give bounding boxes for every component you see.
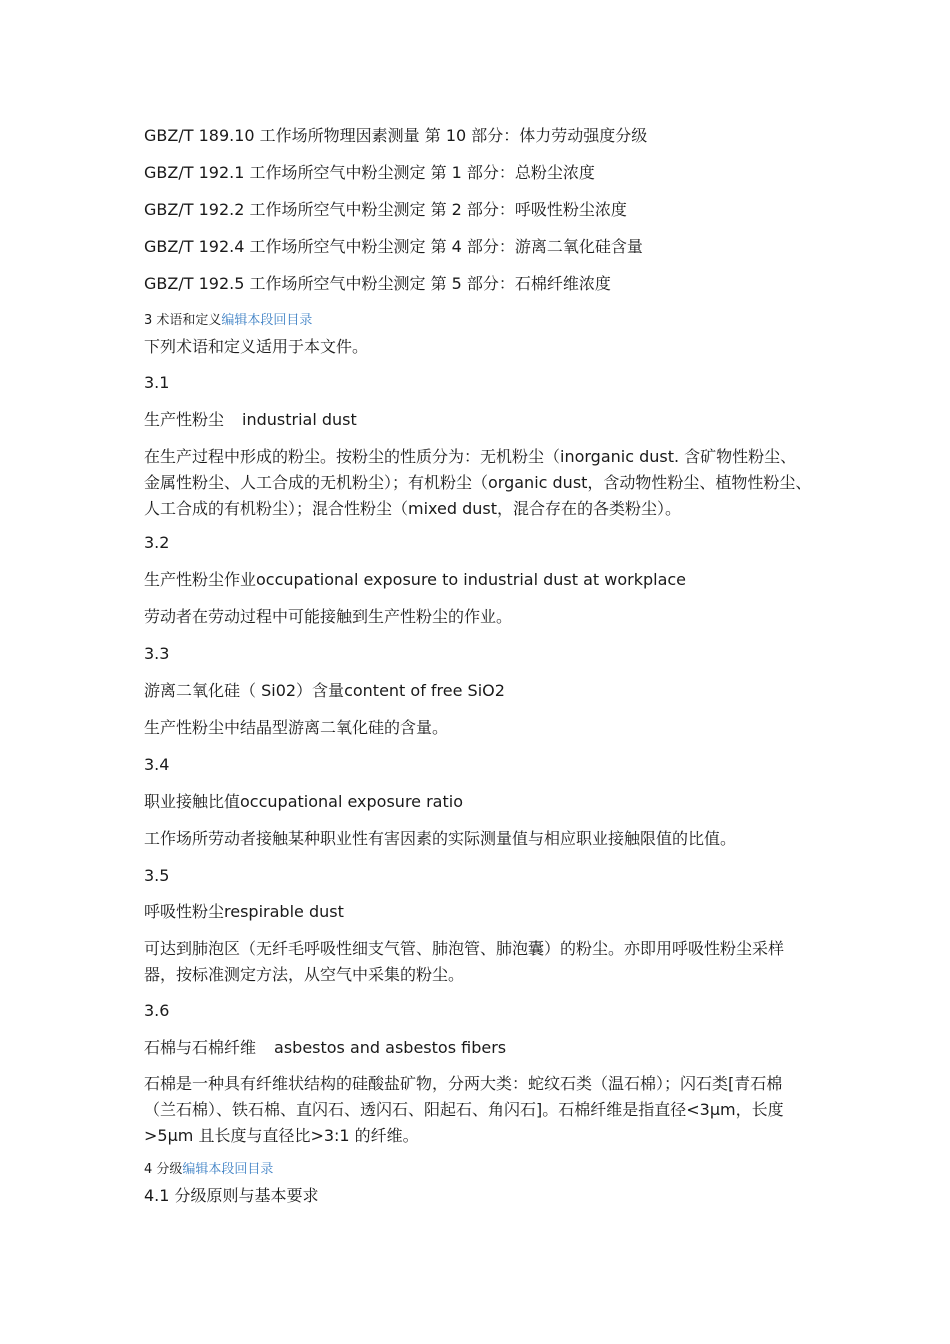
term-en: content of free SiO2 — [344, 681, 505, 700]
standard-ref: GBZ/T 192.2 工作场所空气中粉尘测定 第 2 部分：呼吸性粉尘浓度 — [144, 200, 627, 219]
term-zh: 游离二氧化硅（ Si02）含量 — [144, 681, 345, 700]
subsection-title: 4.1 分级原则与基本要求 — [144, 1186, 319, 1205]
term-title — [144, 902, 344, 922]
edit-section-link[interactable]: 编辑本段 — [221, 313, 274, 328]
term-title — [144, 1038, 506, 1058]
term-definition: 石棉是一种具有纤维状结构的硅酸盐矿物，分两大类：蛇纹石类（温石棉）；闪石类[青石棉（兰石棉）、铁石棉、直闪石、透闪石、阳起石、角闪石]。石棉纤维是指直径<3μm，长度>5μm 且长度与直径比>3:1 的纤维。 — [144, 1074, 784, 1145]
term-definition: 可达到肺泡区（无纤毛呼吸性细支气管、肺泡管、肺泡囊）的粉尘。亦即用呼吸性粉尘采样器，按标准测定方法，从空气中采集的粉尘。 — [144, 939, 785, 984]
term-zh: 生产性粉尘作业 — [144, 570, 257, 589]
term-number: 3.4 — [144, 755, 170, 774]
standard-ref: GBZ/T 189.10 工作场所物理因素测量 第 10 部分：体力劳动强度分级 — [144, 126, 648, 145]
term-title — [144, 410, 357, 430]
section-title: 3 术语和定义 — [144, 313, 222, 328]
edit-section-link[interactable]: 编辑本段 — [182, 1162, 235, 1177]
section-title: 4 分级 — [144, 1162, 183, 1177]
back-to-toc-link[interactable]: 回目录 — [273, 313, 313, 328]
term-en: asbestos and asbestos fibers — [274, 1038, 507, 1057]
term-number: 3.2 — [144, 533, 170, 552]
term-zh: 生产性粉尘 — [144, 410, 225, 429]
term-en: industrial dust — [242, 410, 357, 429]
term-title — [144, 570, 686, 590]
term-en: occupational exposure ratio — [240, 792, 463, 811]
term-number: 3.3 — [144, 644, 170, 663]
term-title — [144, 681, 505, 701]
term-definition: 生产性粉尘中结晶型游离二氧化硅的含量。 — [144, 718, 449, 737]
term-zh: 职业接触比值 — [144, 792, 241, 811]
term-zh: 呼吸性粉尘 — [144, 902, 225, 921]
standard-ref: GBZ/T 192.5 工作场所空气中粉尘测定 第 5 部分：石棉纤维浓度 — [144, 274, 611, 293]
section-heading — [144, 1161, 273, 1179]
term-title — [144, 792, 463, 812]
term-en: occupational exposure to industrial dust at workplace — [256, 570, 687, 589]
back-to-toc-link[interactable]: 回目录 — [234, 1162, 274, 1177]
term-number: 3.5 — [144, 866, 170, 885]
section-intro: 下列术语和定义适用于本文件。 — [144, 337, 369, 356]
standard-ref: GBZ/T 192.1 工作场所空气中粉尘测定 第 1 部分：总粉尘浓度 — [144, 163, 595, 182]
term-number: 3.1 — [144, 373, 170, 392]
standard-ref: GBZ/T 192.4 工作场所空气中粉尘测定 第 4 部分：游离二氧化硅含量 — [144, 237, 643, 256]
term-zh: 石棉与石棉纤维 — [144, 1038, 257, 1057]
term-definition: 劳动者在劳动过程中可能接触到生产性粉尘的作业。 — [144, 607, 513, 626]
term-en: respirable dust — [224, 902, 344, 921]
term-number: 3.6 — [144, 1001, 170, 1020]
term-definition: 在生产过程中形成的粉尘。按粉尘的性质分为：无机粉尘（inorganic dust. 含矿物性粉尘、金属性粉尘、人工合成的无机粉尘）；有机粉尘（organic dust，含动物性粉尘、植物性粉尘、人工合成的有机粉尘）；混合性粉尘（mixed dust，混合存在的各类粉尘）。 — [144, 447, 812, 518]
section-heading — [144, 312, 312, 330]
term-definition: 工作场所劳动者接触某种职业性有害因素的实际测量值与相应职业接触限值的比值。 — [144, 829, 737, 848]
